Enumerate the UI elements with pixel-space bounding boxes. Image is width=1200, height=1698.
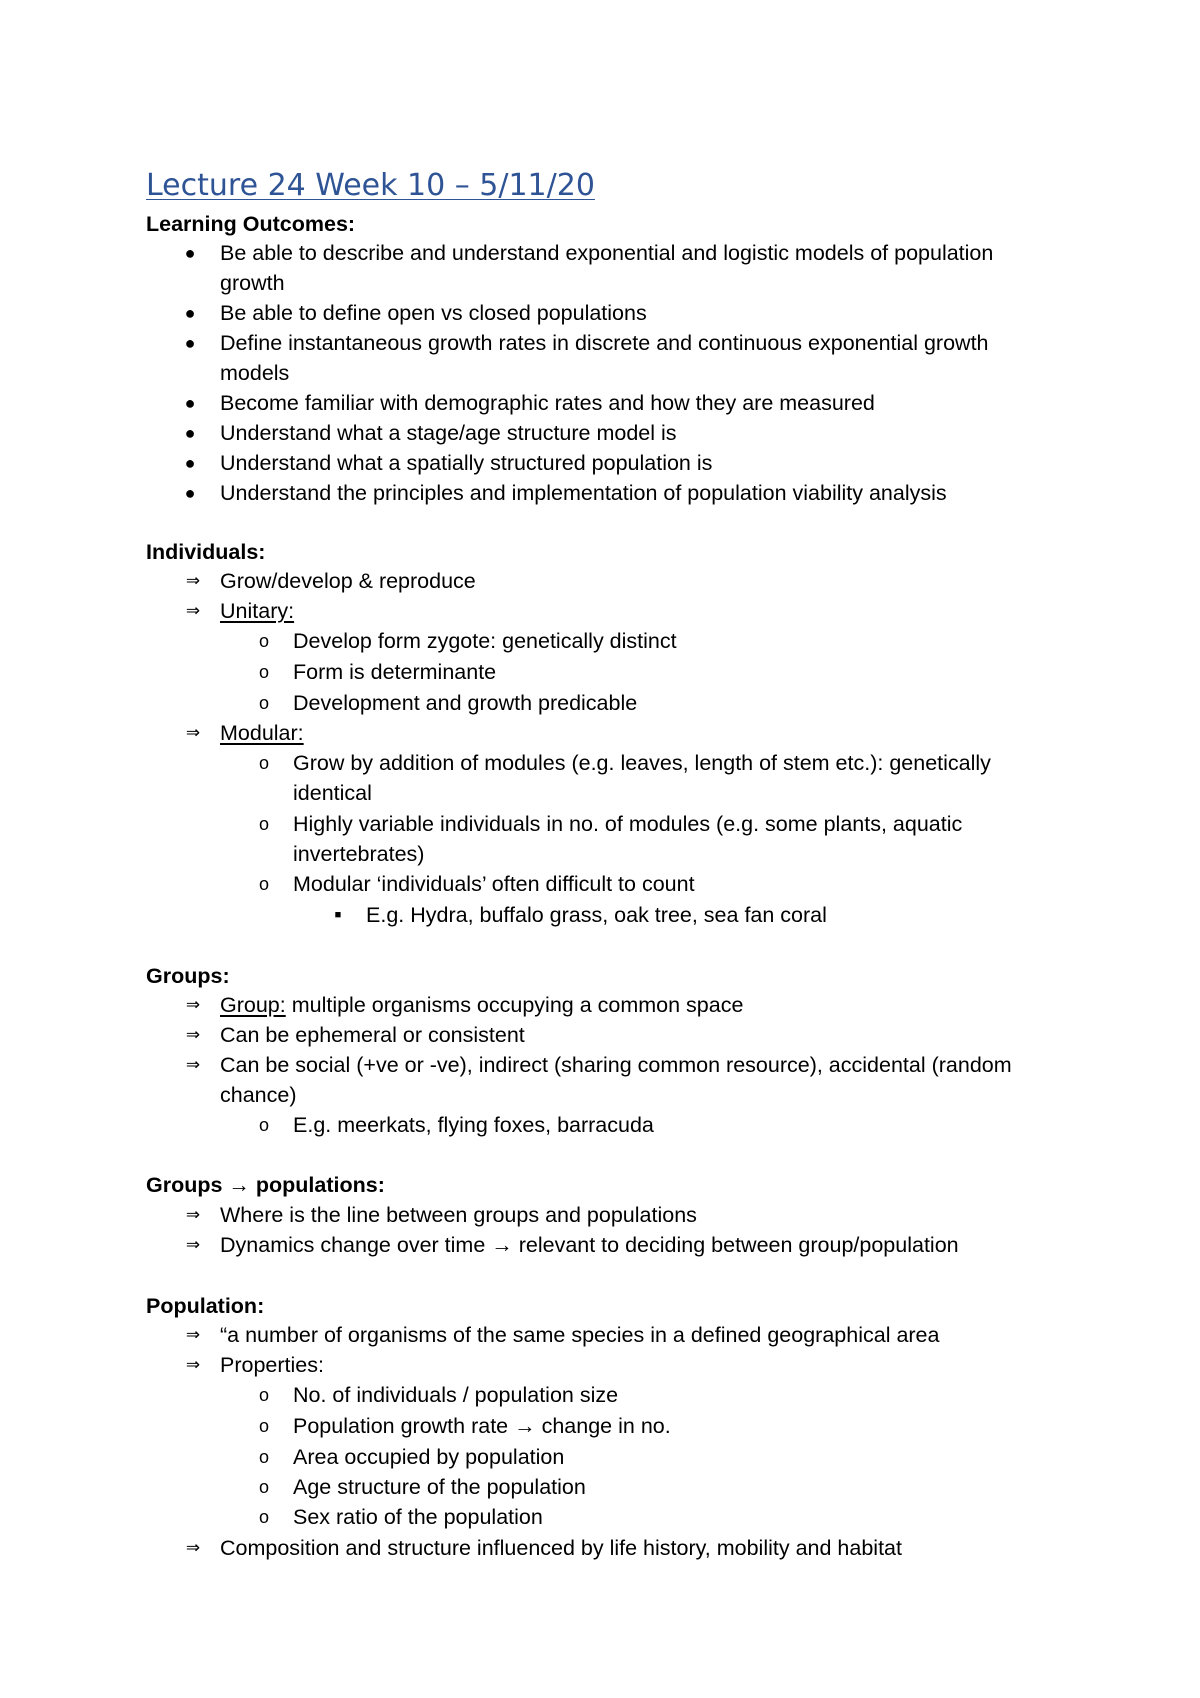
list-item (293, 1411, 671, 1441)
list-item: E.g. Hydra, buffalo grass, oak tree, sea fan coral (366, 903, 827, 927)
text-part: change in no. (535, 1414, 671, 1438)
right-arrow-icon: → (228, 1173, 250, 1197)
list-item: chance) (220, 1083, 297, 1107)
list-item: growth (220, 271, 285, 295)
list-item: Understand the principles and implementation of population viability analysis (220, 481, 947, 505)
individuals-heading: Individuals: (146, 540, 266, 564)
circle-bullet-icon: o (258, 631, 269, 651)
list-item: Can be social (+ve or -ve), indirect (sharing common resource), accidental (random (220, 1053, 1012, 1077)
properties-label: Properties: (220, 1353, 324, 1377)
list-item: invertebrates) (293, 842, 425, 866)
implies-arrow-icon: ⇒ (185, 1538, 201, 1557)
list-item: identical (293, 781, 372, 805)
circle-bullet-icon: o (258, 753, 269, 773)
bullet-icon: ● (184, 423, 196, 443)
implies-arrow-icon: ⇒ (185, 1235, 201, 1254)
bullet-icon: ● (184, 303, 196, 323)
list-item: Grow/develop & reproduce (220, 569, 476, 593)
list-item: Where is the line between groups and populations (220, 1203, 697, 1227)
list-item: Highly variable individuals in no. of modules (e.g. some plants, aquatic (293, 812, 963, 836)
group-def-text: multiple organisms occupying a common space (285, 993, 744, 1017)
list-item: Be able to define open vs closed populations (220, 301, 647, 325)
implies-arrow-icon: ⇒ (185, 571, 201, 590)
list-item: Grow by addition of modules (e.g. leaves, length of stem etc.): genetically (293, 751, 991, 775)
list-item: No. of individuals / population size (293, 1383, 619, 1407)
text-part: Population growth rate (293, 1414, 515, 1438)
population-heading: Population: (146, 1294, 265, 1318)
list-item (220, 1230, 959, 1260)
implies-arrow-icon: ⇒ (185, 723, 201, 742)
list-item: models (220, 361, 290, 385)
bullet-icon: ● (184, 453, 196, 473)
circle-bullet-icon: o (258, 662, 269, 682)
heading-part: Groups (146, 1173, 229, 1197)
bullet-icon: ● (184, 243, 196, 263)
bullet-icon: ● (184, 393, 196, 413)
list-item: Understand what a stage/age structure model is (220, 421, 677, 445)
list-item: Can be ephemeral or consistent (220, 1023, 525, 1047)
implies-arrow-icon: ⇒ (185, 995, 201, 1014)
list-item: Define instantaneous growth rates in discrete and continuous exponential growth (220, 331, 989, 355)
circle-bullet-icon: o (258, 1447, 269, 1467)
list-item: Development and growth predicable (293, 691, 638, 715)
circle-bullet-icon: o (258, 1115, 269, 1135)
right-arrow-icon: → (491, 1233, 513, 1257)
list-item: E.g. meerkats, flying foxes, barracuda (293, 1113, 654, 1137)
page-title: Lecture 24 Week 10 – 5/11/20 (146, 168, 595, 203)
groups-heading: Groups: (146, 964, 230, 988)
bullet-icon: ● (184, 333, 196, 353)
list-item: Be able to describe and understand exponential and logistic models of population (220, 241, 994, 265)
list-item: Develop form zygote: genetically distinct (293, 629, 677, 653)
list-item: Area occupied by population (293, 1445, 565, 1469)
circle-bullet-icon: o (258, 814, 269, 834)
list-item: Become familiar with demographic rates and how they are measured (220, 391, 875, 415)
groups-populations-heading (146, 1170, 385, 1200)
implies-arrow-icon: ⇒ (185, 1205, 201, 1224)
list-item: Modular ‘individuals’ often difficult to count (293, 872, 695, 896)
learning-outcomes-heading: Learning Outcomes: (146, 212, 356, 236)
population-quote: “a number of organisms of the same species in a defined geographical area (220, 1323, 940, 1347)
circle-bullet-icon: o (258, 1507, 269, 1527)
implies-arrow-icon: ⇒ (185, 1025, 201, 1044)
heading-part: populations: (249, 1173, 385, 1197)
group-definition (220, 990, 743, 1020)
list-item: Form is determinante (293, 660, 497, 684)
circle-bullet-icon: o (258, 1385, 269, 1405)
square-bullet-icon: ■ (334, 909, 342, 921)
right-arrow-icon: → (514, 1414, 536, 1438)
text-part: Dynamics change over time (220, 1233, 492, 1257)
circle-bullet-icon: o (258, 874, 269, 894)
implies-arrow-icon: ⇒ (185, 1325, 201, 1344)
list-item: Composition and structure influenced by life history, mobility and habitat (220, 1536, 902, 1560)
implies-arrow-icon: ⇒ (185, 601, 201, 620)
circle-bullet-icon: o (258, 693, 269, 713)
group-term: Group: (220, 993, 286, 1017)
implies-arrow-icon: ⇒ (185, 1055, 201, 1074)
list-item: Sex ratio of the population (293, 1505, 543, 1529)
circle-bullet-icon: o (258, 1416, 269, 1436)
bullet-icon: ● (184, 483, 196, 503)
text-part: relevant to deciding between group/population (512, 1233, 959, 1257)
implies-arrow-icon: ⇒ (185, 1355, 201, 1374)
modular-term: Modular: (220, 721, 304, 745)
list-item: Understand what a spatially structured population is (220, 451, 713, 475)
list-item: Age structure of the population (293, 1475, 586, 1499)
unitary-term: Unitary: (220, 599, 295, 623)
circle-bullet-icon: o (258, 1477, 269, 1497)
